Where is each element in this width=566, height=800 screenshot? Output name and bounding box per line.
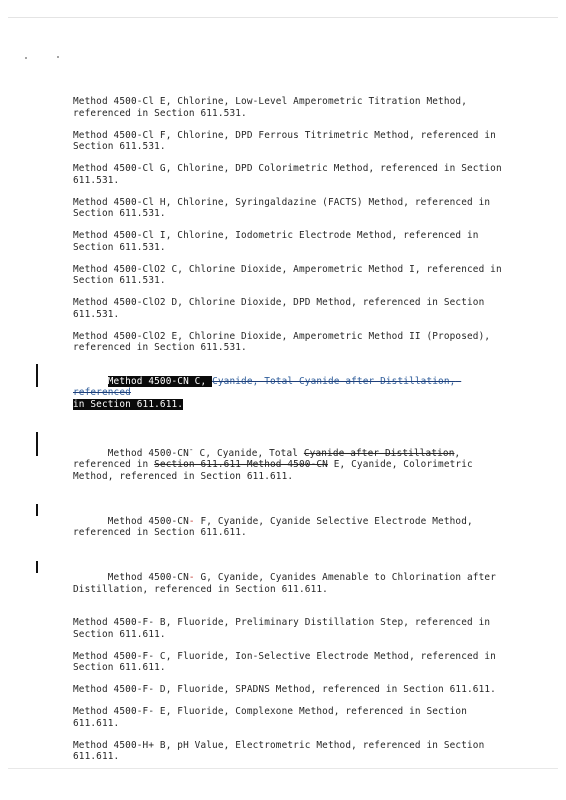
highlighted-text: in Section 611.611. [73, 398, 184, 410]
revision-bar [36, 561, 38, 573]
entry-text: F, Cyanide, Cyanide Selective Electrode Method, referenced in Section 611.611. [73, 515, 479, 539]
struck-text: Section 611.611 Method 4500-CN [154, 459, 328, 471]
method-entry: Method 4500-Cl E, Chlorine, Low-Level Amperometric Titration Method, referenced in Section 611.531. [73, 96, 473, 119]
method-entry-cn-g [73, 561, 513, 607]
edit-mark: - [188, 515, 195, 527]
entry-text: C, Cyanide, Total [193, 447, 304, 459]
entry-text: G, Cyanide, Cyanides Amenable to Chlorination after Distillation, referenced in Section 611.611. [73, 572, 502, 595]
method-entry: Method 4500-Cl F, Chlorine, DPD Ferrous Titrimetric Method, referenced in Section 611.531. [73, 129, 502, 152]
marked-deletion-entry [73, 364, 513, 422]
method-entry: Method 4500-H+ B, pH Value, Electrometric Method, referenced in Section 611.611. [73, 739, 491, 763]
entry-text: Method 4500-CN [107, 572, 189, 584]
revision-bar [36, 504, 38, 516]
method-entry: Method 4500-F- E, Fluoride, Complexone Method, referenced in Section 611.611. [73, 706, 473, 729]
method-list [73, 96, 513, 773]
scan-top-edge [8, 17, 558, 18]
scan-bottom-edge [8, 768, 558, 769]
entry-text: Method 4500-CN [107, 447, 189, 459]
method-entry: Method 4500-ClO2 E, Chlorine Dioxide, Amperometric Method II (Proposed), referenced in Section 611.531. [73, 330, 496, 353]
entry-text: Method 4500-CN [107, 515, 189, 527]
highlighted-text: Method 4500-CN C, [107, 375, 213, 387]
scan-speck [25, 57, 27, 59]
struck-text: Cyanide, Total Cyanide after Distillation, referenced [73, 375, 462, 398]
method-entry: Method 4500-Cl H, Chlorine, Syringaldazine (FACTS) Method, referenced in Section 611.531. [73, 196, 496, 219]
method-entry-cn-c [73, 432, 513, 494]
entry-text: E, Cyanide, Colorimetric Method, referenced in Section 611.611. [73, 459, 479, 482]
method-entry-cn-f [73, 504, 513, 550]
superscript: - [188, 444, 194, 454]
method-entry: Method 4500-F- D, Fluoride, SPADNS Method, referenced in Section 611.611. [73, 684, 496, 696]
revision-bar [36, 364, 38, 387]
revision-bar [36, 432, 38, 456]
method-entry: Method 4500-F- C, Fluoride, Ion-Selective Electrode Method, referenced in Section 611.611. [73, 650, 502, 674]
method-entry: Method 4500-ClO2 D, Chlorine Dioxide, DPD Method, referenced in Section 611.531. [73, 297, 491, 320]
struck-text: Cyanide after Distillation [303, 447, 455, 459]
method-entry: Method 4500-Cl I, Chlorine, Iodometric Electrode Method, referenced in Section 611.531. [73, 230, 485, 253]
method-entry: Method 4500-Cl G, Chlorine, DPD Colorimetric Method, referenced in Section 611.531. [73, 163, 508, 186]
edit-mark: - [188, 572, 195, 584]
entry-text: , referenced in [73, 447, 467, 471]
method-entry: Method 4500-ClO2 C, Chlorine Dioxide, Amperometric Method I, referenced in Section 611.531. [73, 263, 508, 286]
scan-speck [57, 56, 59, 58]
method-entry: Method 4500-F- B, Fluoride, Preliminary Distillation Step, referenced in Section 611.611. [73, 617, 496, 640]
